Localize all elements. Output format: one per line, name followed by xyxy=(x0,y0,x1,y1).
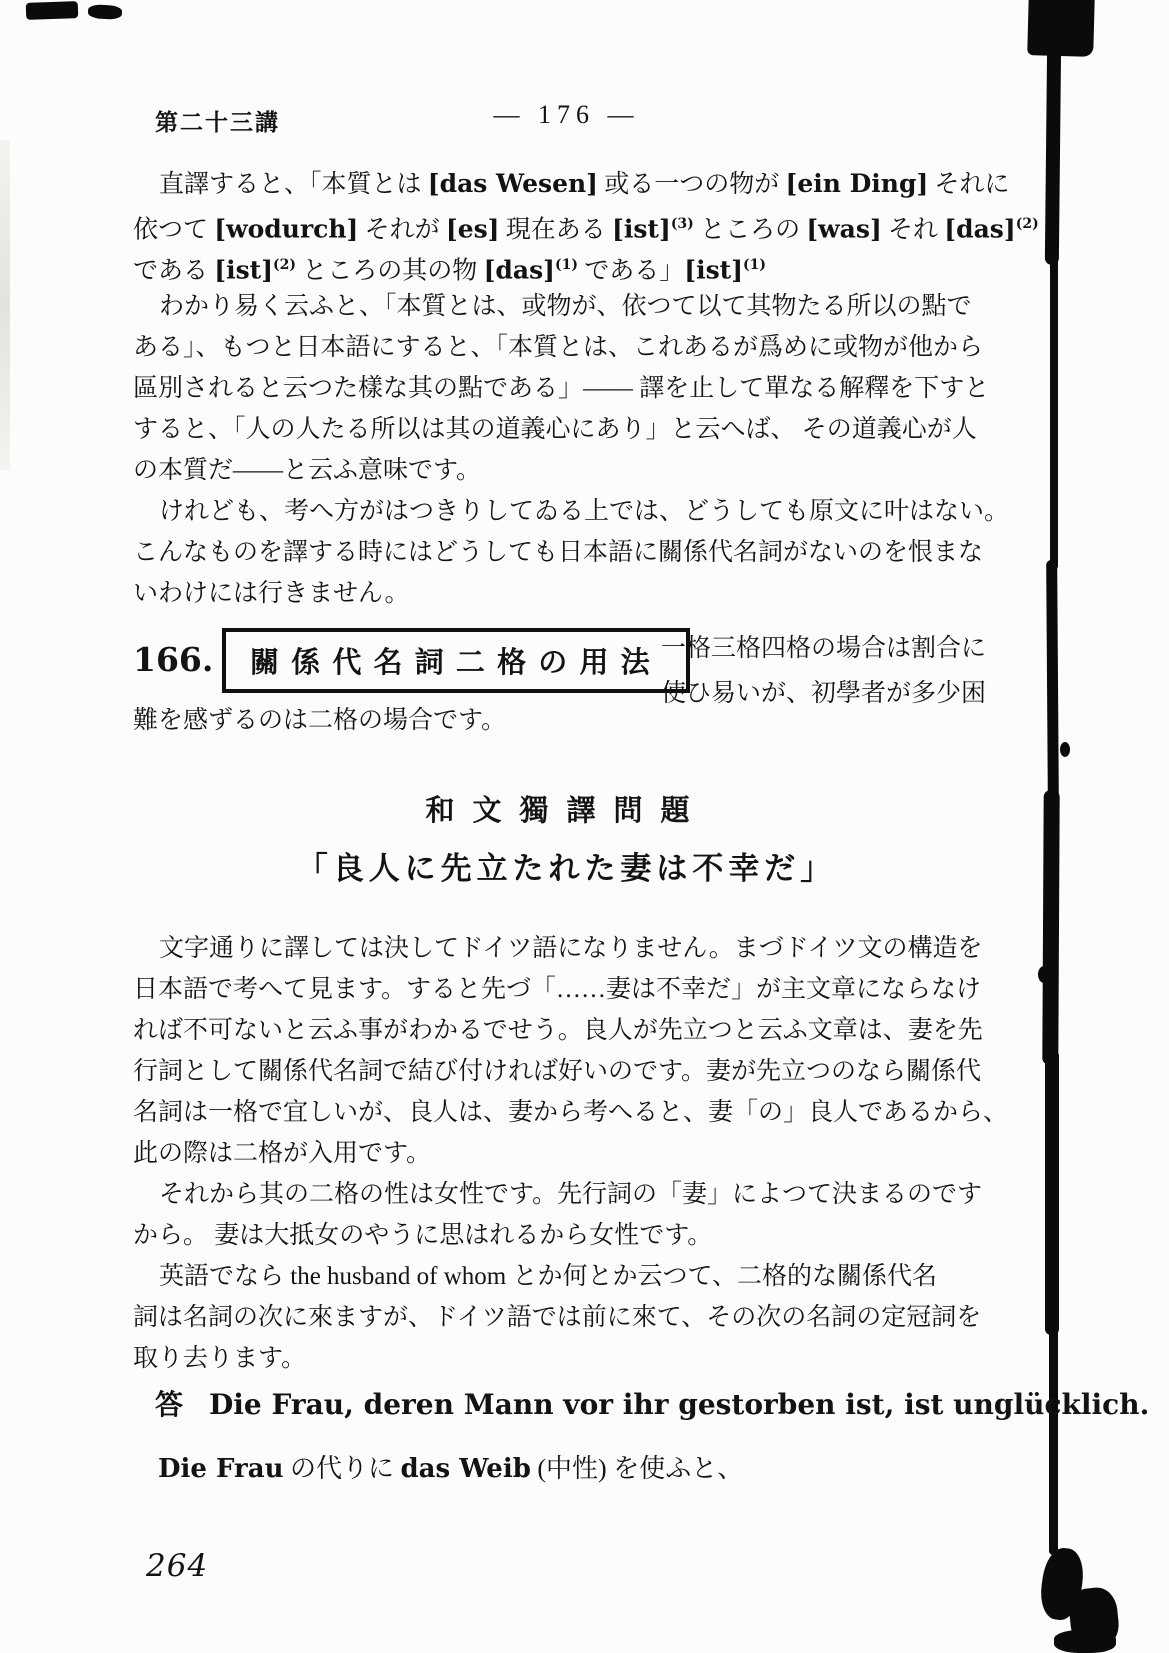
text-line: わかり易く云ふと、「本質とは、或物が、依つて以て其物たる所以の點で xyxy=(159,293,972,320)
jp-text: (中性) を使ふと、 xyxy=(530,1454,744,1483)
footnote-superscript: (2) xyxy=(1015,216,1039,232)
page-number-top: — 176 — xyxy=(493,100,640,129)
text-line: 一格三格四格の場合は割合に xyxy=(661,635,987,662)
ink-smudge xyxy=(1060,742,1070,757)
text-line: 詞は名詞の次に來ますが、ドイツ語では前に來て、その次の名詞の定冠詞を xyxy=(133,1304,982,1331)
german-fraktur-text: [was] xyxy=(806,214,882,244)
text-line: 取り去ります。 xyxy=(133,1345,307,1372)
footnote-superscript: (1) xyxy=(554,257,578,273)
jp-text: である」 xyxy=(577,257,685,285)
page-header xyxy=(133,100,1000,134)
jp-text: それに xyxy=(928,171,1010,198)
text-line: 區別されると云つた樣な其の點である」—— 譯を止して單なる解釋を下すと xyxy=(133,375,990,402)
footnote-superscript: (3) xyxy=(670,216,694,232)
answer-line xyxy=(155,1383,1149,1423)
german-fraktur-text: [es] xyxy=(445,214,500,244)
text-line: ある」、もつと日本語にすると、「本質とは、これあるが爲めに或物が他から xyxy=(133,334,984,361)
ink-smudge xyxy=(1038,966,1050,983)
section-side-text xyxy=(661,626,1001,716)
jp-text: 或る一つの物が xyxy=(597,171,786,198)
german-fraktur-text: [wodurch] xyxy=(214,214,359,244)
text-line: 日本語で考へて見ます。すると先づ「……妻は不幸だ」が主文章にならなけ xyxy=(133,976,982,1003)
section-number: 166. xyxy=(133,640,214,679)
text-line: いわけには行きません。 xyxy=(133,580,410,607)
text-line: こんなものを譯する時にはどうしても日本語に關係代名詞がないのを恨まな xyxy=(133,539,984,566)
text-line xyxy=(133,163,1033,204)
text-line: けれども、考へ方がはつきりしてゐる上では、どうしても原文に叶はない。 xyxy=(159,498,1010,525)
scan-edge-artifact xyxy=(1042,790,1059,1065)
jp-text: それ xyxy=(881,216,945,244)
text-line: すると、「人の人たる所以は其の道義心にあり」と云へば、 その道義心が人 xyxy=(133,416,977,443)
scan-edge-artifact xyxy=(1045,40,1061,265)
scan-edge-artifact xyxy=(1045,1050,1059,1335)
jp-text: 依つて xyxy=(133,216,215,244)
scan-edge-artifact xyxy=(1049,1320,1058,1555)
jp-text: 現在ある xyxy=(499,216,613,244)
text-line xyxy=(133,204,1039,245)
german-fraktur-text: [ist] xyxy=(684,255,744,285)
text-block-upper xyxy=(133,163,1039,614)
german-fraktur-text: [das Wesen] xyxy=(427,169,598,198)
text-line xyxy=(158,1448,743,1485)
ink-smudge xyxy=(88,4,123,20)
scan-edge-artifact xyxy=(1050,250,1058,570)
text-line: 使ひ易いが、初學者が多少困 xyxy=(661,680,987,707)
section-continuation-line: 難を感ずるのは二格の場合です。 xyxy=(133,707,507,734)
text-line: れば不可ないと云ふ事がわかるでせう。良人が先立つと云ふ文章は、妻を先 xyxy=(133,1017,983,1044)
scan-edge-artifact xyxy=(1054,1630,1116,1653)
text-line: 此の際は二格が入用です。 xyxy=(133,1140,432,1167)
text-block-lower xyxy=(133,928,1033,1379)
jp-text: の代りに xyxy=(283,1454,401,1483)
answer-label: 答 xyxy=(155,1390,184,1421)
exercise-heading: 和文獨譯問題 xyxy=(425,795,708,827)
text-line: 文字通りに譯しては決してドイツ語になりません。まづドイツ文の構造を xyxy=(159,935,983,962)
exercise-sentence-heading: 「良人に先立たれた妻は不幸だ」 xyxy=(296,851,837,886)
german-answer-sentence: Die Frau, deren Mann vor ihr gestorben ist, ist unglücklich. xyxy=(209,1388,1150,1421)
footnote-superscript: (2) xyxy=(273,257,297,273)
text-line: それから其の二格の性は女性です。先行詞の「妻」によつて決まるのです xyxy=(159,1181,983,1208)
german-fraktur-text: [das] xyxy=(944,214,1016,244)
text-line: から。 妻は大抵女のやうに思はれるから女性です。 xyxy=(133,1222,713,1249)
text-line: 名詞は一格で宜しいが、良人は、妻から考へると、妻「の」良人であるから、 xyxy=(133,1099,1009,1126)
german-fraktur-text: [ein Ding] xyxy=(785,169,929,198)
text-line: 英語でなら the husband of whom とか何とか云つて、二格的な關係代名 xyxy=(159,1263,937,1290)
german-fraktur-text: [das] xyxy=(483,255,555,285)
german-fraktur-text: [ist] xyxy=(214,255,274,285)
footnote-superscript: (1) xyxy=(743,257,767,273)
chapter-label: 第二十三講 xyxy=(155,110,280,135)
german-fraktur-text: [ist] xyxy=(612,214,671,244)
section-title-box: 關係代名詞二格の用法 xyxy=(222,628,690,693)
jp-text: ところの xyxy=(693,216,807,244)
jp-text: である xyxy=(133,257,215,285)
jp-text: 直譯すると、「本質とは xyxy=(159,171,428,198)
jp-text: ところの其の物 xyxy=(296,257,484,285)
scan-edge-artifact xyxy=(1046,560,1059,800)
german-fraktur-text: Die Frau xyxy=(158,1454,284,1484)
page-number-bottom: 264 xyxy=(146,1548,209,1584)
text-line xyxy=(133,245,1033,286)
german-fraktur-text: das Weib xyxy=(400,1454,531,1484)
ink-smudge xyxy=(26,1,79,20)
scan-shadow xyxy=(0,140,10,470)
jp-text: それが xyxy=(358,216,446,244)
text-line: の本質だ——と云ふ意味です。 xyxy=(133,457,482,484)
text-line: 行詞として關係代名詞で結び付ければ好いのです。妻が先立つのなら關係代 xyxy=(133,1058,982,1085)
